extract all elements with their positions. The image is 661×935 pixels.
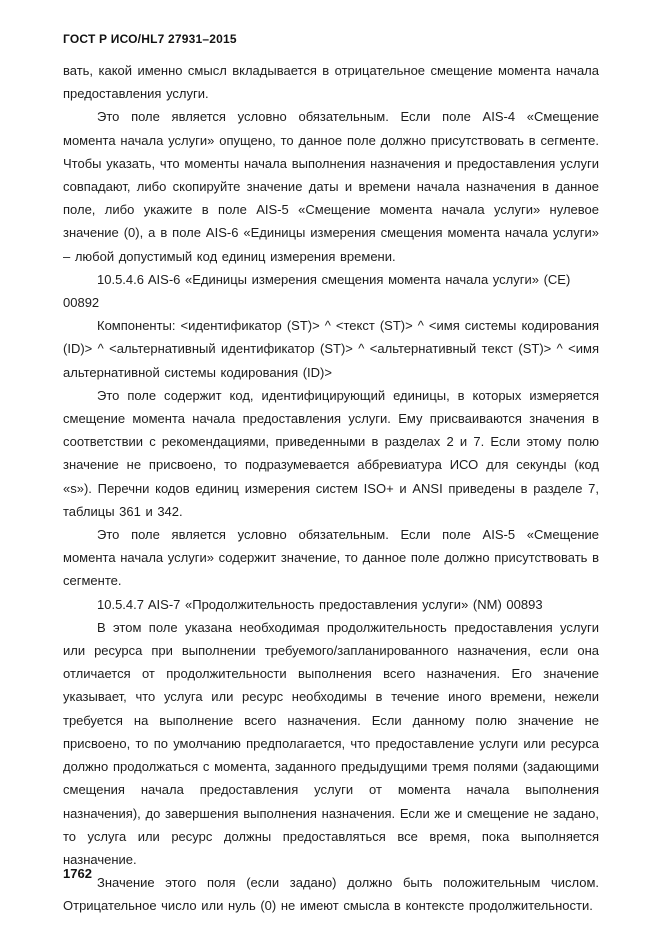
paragraph: Это поле содержит код, идентифицирующий единицы, в которых измеряется смещение момента начала предоставления услуги. Ему присваиваются значения в соответствии с рекомендациями, приведенными в разделах 2 и 7. Если этому полю значение не присвоено, то подразумевается аббревиатура ИСО для секунды (код «s»). Перечни кодов единиц измерения систем ISO+ и ANSI приведены в разделе 7, таблицы 361 и 342.: [63, 387, 599, 519]
page-content: [63, 32, 599, 918]
paragraph: Значение этого поля (если задано) должно быть положительным числом. Отрицательное число или нуль (0) не имеют смысла в контексте продолжительности.: [63, 875, 599, 914]
paragraph: Это поле является условно обязательным. Если поле AIS-5 «Смещение момента начала услуги» содержит значение, то данное поле должно присутствовать в сегменте.: [63, 527, 599, 589]
paragraph: Компоненты: <идентификатор (ST)> ^ <текст (ST)> ^ <имя системы кодирования (ID)> ^ <альтернативный идентификатор (ST)> ^ <альтернативный текст (ST)> ^ <имя альтернативной системы кодирования (ID)>: [63, 318, 599, 380]
section-heading: 10.5.4.7 AIS-7 «Продолжительность предоставления услуги» (NM) 00893: [97, 596, 543, 612]
document-body: [63, 59, 599, 918]
paragraph: вать, какой именно смысл вкладывается в отрицательное смещение момента начала предоставления услуги.: [63, 63, 599, 102]
section-heading: 10.5.4.6 AIS-6 «Единицы измерения смещения момента начала услуги» (CE) 00892: [63, 271, 571, 311]
page-number: 1762: [63, 866, 92, 881]
paragraph: Это поле является условно обязательным. Если поле AIS-4 «Смещение момента начала услуги» опущено, то данное поле должно присутствовать в сегменте. Чтобы указать, что моменты начала выполнения назначения и предоставления услуги совпадают, либо скопируйте значение даты и времени начала назначения в данное поле, либо укажите в поле AIS-5 «Смещение момента начала услуги» нулевое значение (0), а в поле AIS-6 «Единицы измерения смещения момента начала услуги» – любой допустимый код единиц измерения времени.: [63, 109, 599, 264]
document-title-header: ГОСТ Р ИСО/HL7 27931–2015: [63, 32, 237, 46]
paragraph: В этом поле указана необходимая продолжительность предоставления услуги или ресурса при выполнении требуемого/запланированного назначения, если она отличается от продолжительности выполнения всего назначения. Его значение указывает, что услуга или ресурс необходимы в течение иного времени, нежели требуется на выполнение всего назначения. Если данному полю значение не присвоено, то по умолчанию предполагается, что предоставление услуги или ресурса должно продолжаться с момента, заданного предыдущими тремя полями (задающими смещения начала предоставления услуги от момента начала выполнения назначения), до завершения выполнения назначения. Если же и смещение не задано, то услуга или ресурс должны предоставляться все время, пока выполняется назначение.: [63, 619, 599, 867]
